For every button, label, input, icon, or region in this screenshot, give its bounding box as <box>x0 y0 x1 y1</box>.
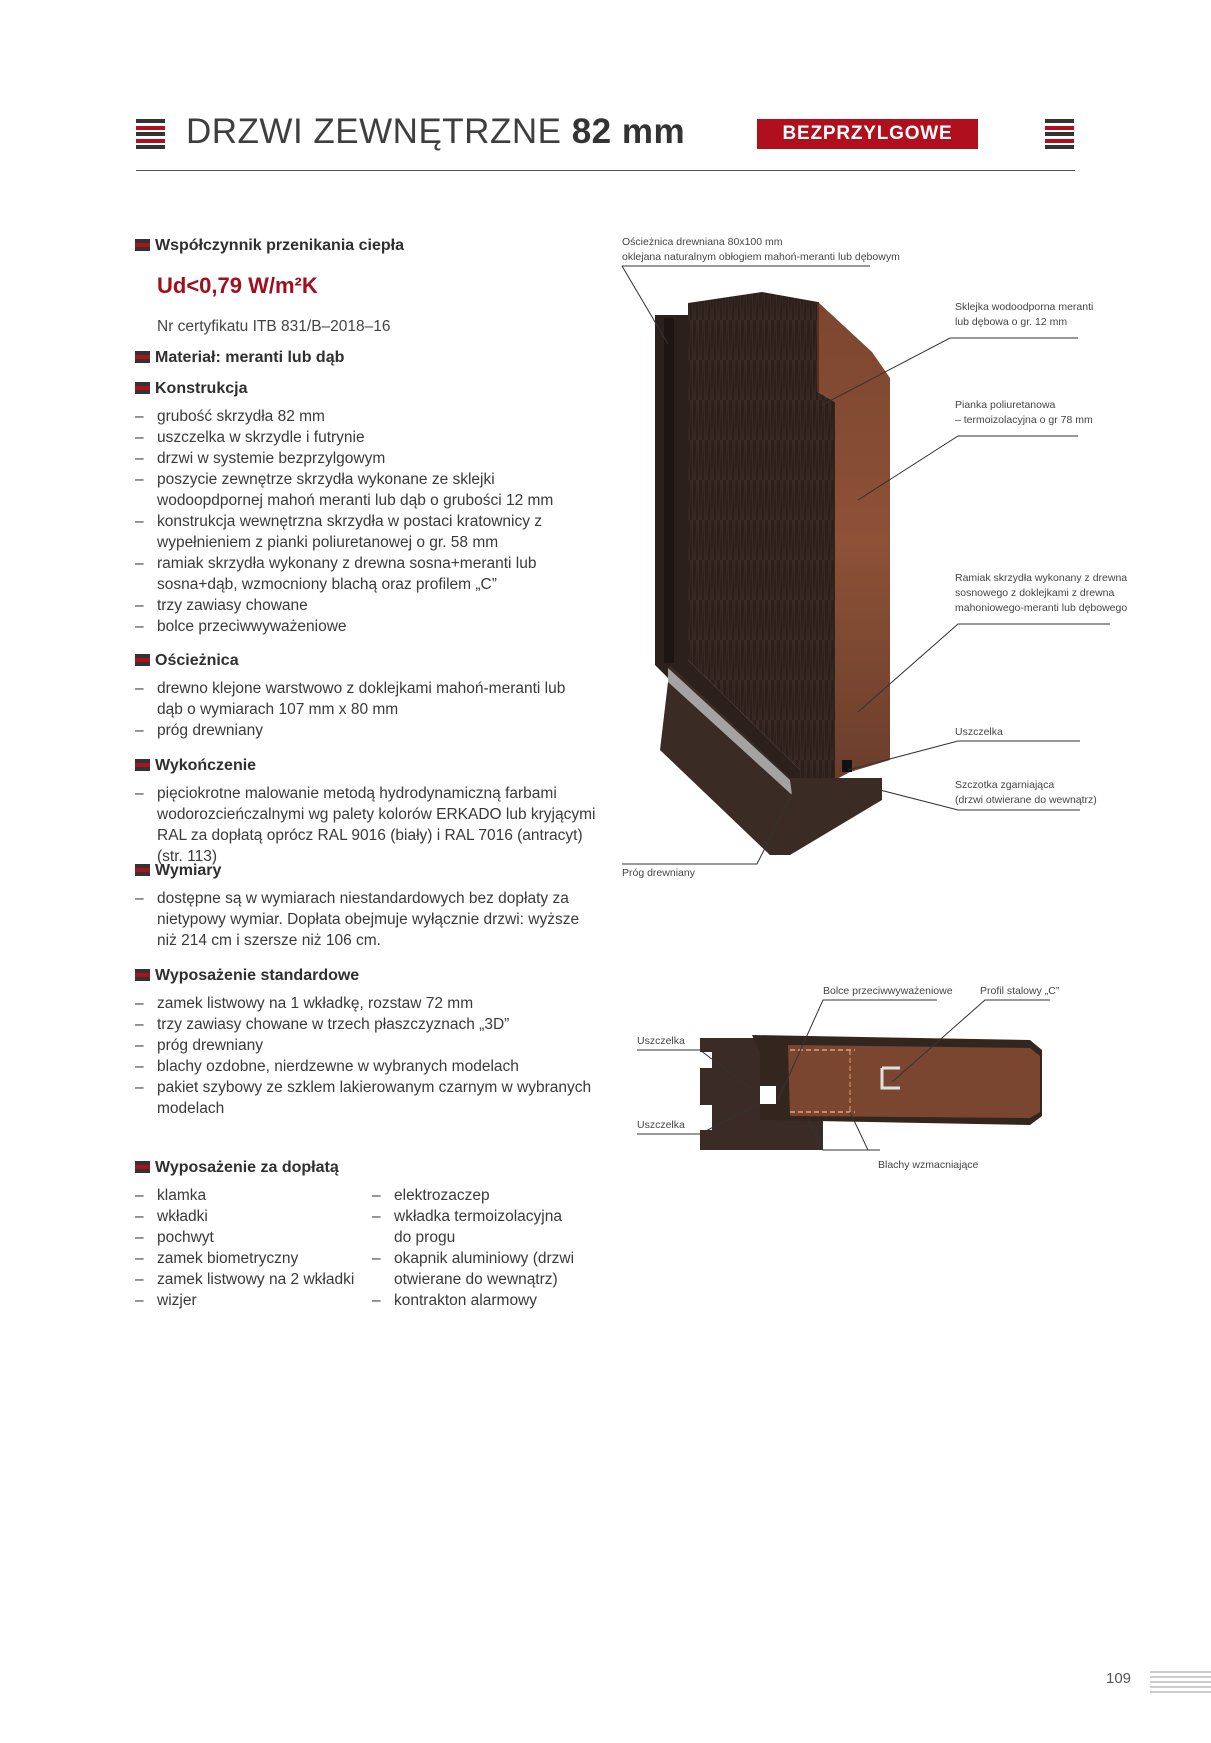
material-heading: Materiał: meranti lub dąb <box>135 349 344 367</box>
label-foam: Pianka poliuretanowa – termoizolacyjna o gr 78 mm <box>955 399 1093 426</box>
list-item: – trzy zawiasy chowane w trzech płaszczyznach „3D” <box>135 1014 605 1035</box>
label-seal: Uszczelka <box>955 726 1003 738</box>
footer-lines-decoration <box>1150 1671 1211 1696</box>
list-item: – okapnik aluminiowy (drzwi otwierane do wewnątrz) <box>372 1248 582 1290</box>
list-item: – grubość skrzydła 82 mm <box>135 406 600 427</box>
list-item: – pakiet szybowy ze szklem lakierowanym czarnym w wybranych modelach <box>135 1077 605 1119</box>
label-profile: Profil stalowy „C” <box>980 985 1060 997</box>
frame-heading: Ościeżnica <box>135 652 239 670</box>
list-item: – wkładka termoizolacyjna do progu <box>372 1206 582 1248</box>
list-item: – bolce przeciwwyważeniowe <box>135 616 600 637</box>
label-plates: Blachy wzmacniające <box>878 1159 979 1171</box>
list-item: – dostępne są w wymiarach niestandardowych bez dopłaty za nietypowy wymiar. Dopłata obejmuje wyłącznie drzwi: wyższe niż 214 cm i szersze niż 106 cm. <box>135 888 590 951</box>
list-item: – konstrukcja wewnętrzna skrzydła w postaci kratownicy z wypełnieniem z pianki poliuretanowej o gr. 58 mm <box>135 511 600 553</box>
extra-heading: Wyposażenie za dopłatą <box>135 1159 339 1177</box>
list-item: – ramiak skrzydła wykonany z drewna sosna+meranti lub sosna+dąb, wzmocniony blachą oraz profilem „C” <box>135 553 600 595</box>
list-item: – zamek listwowy na 2 wkładki <box>135 1269 360 1290</box>
list-item: – uszczelka w skrzydle i futrynie <box>135 427 600 448</box>
section-foam-core <box>788 1045 1040 1118</box>
heat-value: Ud<0,79 W/m²K <box>157 273 318 298</box>
finish-heading: Wykończenie <box>135 757 256 775</box>
label-seal-bottom: Uszczelka <box>637 1119 685 1131</box>
list-item: – drzwi w systemie bezprzylgowym <box>135 448 600 469</box>
list-item: – próg drewniany <box>135 720 580 741</box>
list-item: – pochwyt <box>135 1227 360 1248</box>
list-item: – blachy ozdobne, nierdzewne w wybranych modelach <box>135 1056 605 1077</box>
type-badge: BEZPRZYLGOWE <box>757 119 978 149</box>
certificate-number: Nr certyfikatu ITB 831/B–2018–16 <box>157 318 391 335</box>
label-threshold: Próg drewniany <box>622 867 695 879</box>
construction-heading: Konstrukcja <box>135 380 247 398</box>
list-item: – pięciokrotne malowanie metodą hydrodynamiczną farbami wodorozcieńczalnymi wg palety kolorów ERKADO lub kryjącymi RAL za dopłatą oprócz RAL 9016 (biały) i RAL 7016 (antracyt) (str. 113) <box>135 783 605 867</box>
list-item: – drewno klejone warstwowo z doklejkami mahoń-meranti lub dąb o wymiarach 107 mm x 80 mm <box>135 678 580 720</box>
page-title: DRZWI ZEWNĘTRZNE 82 mm <box>186 112 686 151</box>
heat-heading: Współczynnik przenikania ciepła <box>135 237 404 255</box>
label-stile: Ramiak skrzydła wykonany z drewna sosnowego z doklejkami z drewna mahoniowego-meranti lub dębowego <box>955 572 1128 614</box>
list-item: – wizjer <box>135 1290 360 1311</box>
list-item: – trzy zawiasy chowane <box>135 595 600 616</box>
label-seal-top: Uszczelka <box>637 1035 685 1047</box>
label-brush: Szczotka zgarniająca (drzwi otwierane do wewnątrz) <box>955 779 1097 806</box>
list-item: – zamek listwowy na 1 wkładkę, rozstaw 72 mm <box>135 993 605 1014</box>
list-item: – kontrakton alarmowy <box>372 1290 582 1311</box>
page-number: 109 <box>1106 1670 1132 1687</box>
list-item: – klamka <box>135 1185 360 1206</box>
label-plywood: Sklejka wodoodporna meranti lub dębowa o gr. 12 mm <box>955 301 1094 328</box>
dimensions-heading: Wymiary <box>135 862 221 880</box>
list-item: – próg drewniany <box>135 1035 605 1056</box>
label-frame: Ościeżnica drewniana 80x100 mm oklejana naturalnym obłogiem mahoń-meranti lub dębowym <box>622 236 900 263</box>
standard-heading: Wyposażenie standardowe <box>135 967 359 985</box>
list-item: – zamek biometryczny <box>135 1248 360 1269</box>
list-item: – elektrozaczep <box>372 1185 582 1206</box>
label-bolts: Bolce przeciwwyważeniowe <box>823 985 953 997</box>
list-item: – poszycie zewnętrze skrzydła wykonane ze sklejki wodoopdpornej mahoń meranti lub dąb o grubości 12 mm <box>135 469 600 511</box>
list-item: – wkładki <box>135 1206 360 1227</box>
